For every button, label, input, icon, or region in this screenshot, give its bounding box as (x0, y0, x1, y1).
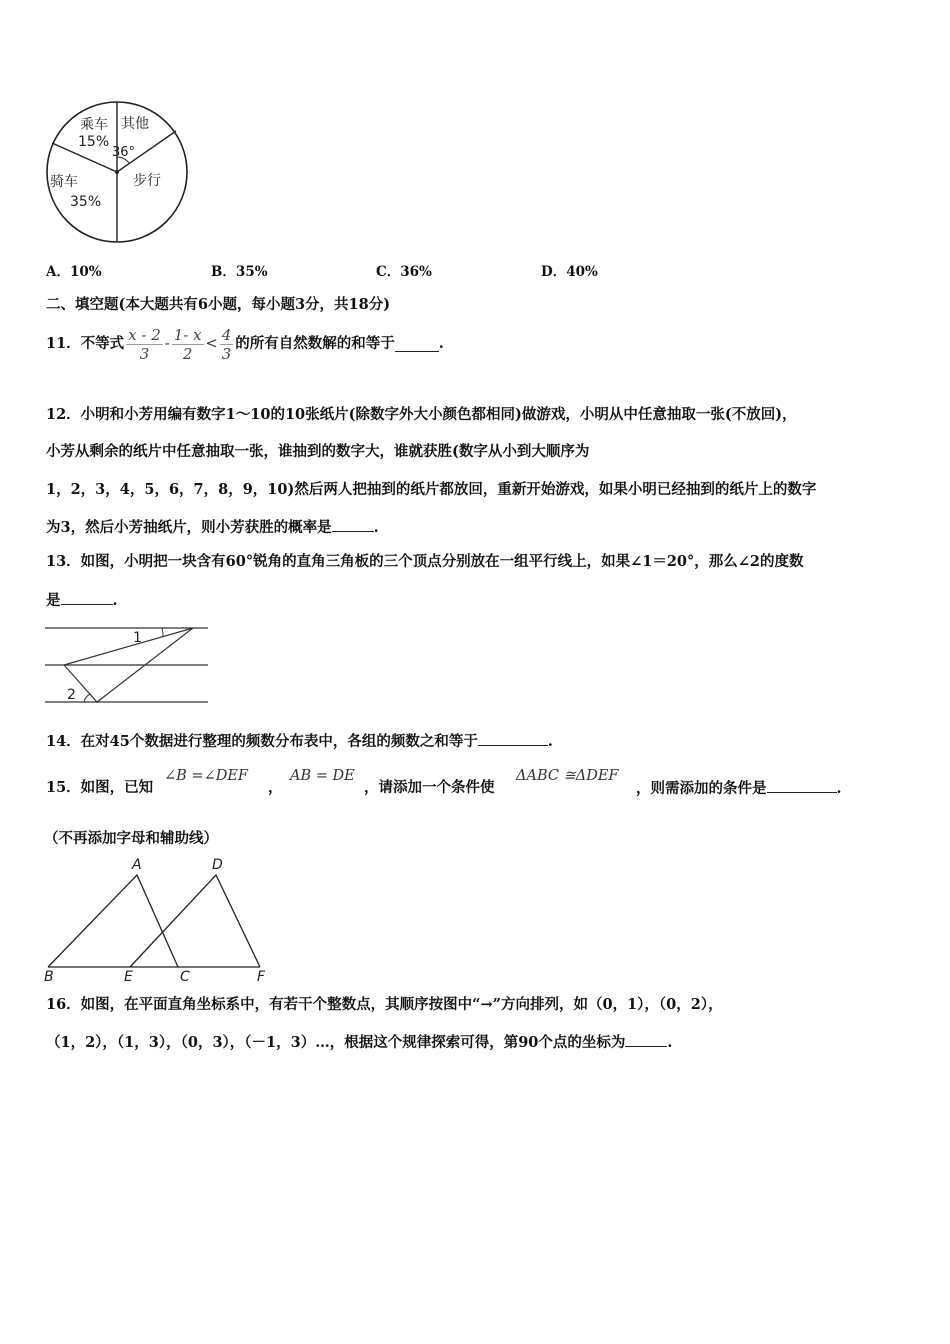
q11-prefix: 11．不等式 (46, 335, 125, 352)
label-d: D (212, 857, 223, 873)
q15-math-congruent: ΔABC ≅ΔDEF (516, 768, 619, 784)
label-f: F (257, 969, 266, 985)
q11-fraction-2-num: 1- x (173, 325, 202, 344)
q15-note: （不再添加字母和辅助线） (44, 830, 218, 847)
angle-1-arc (162, 628, 163, 636)
q14-answer-blank[interactable] (478, 731, 548, 746)
q12-line-3: 1，2，3，4，5，6，7，8，9，10)然后两人把抽到的纸片都放回，重新开始游戏，如果小明已经抽到的纸片上的数字 (46, 481, 817, 498)
q15-end: . (836, 780, 842, 797)
option-c-letter: C． (376, 264, 401, 280)
triangle-def (130, 875, 260, 967)
pie-chart (40, 95, 195, 250)
section-heading: 二、填空题(本大题共有6小题，每小题3分，共18分) (46, 296, 391, 313)
angle-1-label: 1 (133, 630, 142, 646)
pie-angle-qita: 36° (112, 145, 136, 160)
q11-fraction-1 (126, 326, 163, 363)
q12-line-4-text: 为3，然后小芳抽纸片，则小芳获胜的概率是 (46, 519, 332, 536)
option-a-value: 10% (69, 264, 102, 280)
q11-fraction-3-den: 3 (221, 344, 232, 363)
option-a-letter: A． (46, 264, 70, 280)
q15-math-angle: ∠B =∠DEF (164, 768, 248, 784)
label-c: C (180, 969, 190, 985)
question-14 (46, 731, 553, 752)
option-b[interactable] (211, 260, 268, 280)
q16-line-1: 16．如图，在平面直角坐标系中，有若干个整数点，其顺序按图中“→”方向排列，如（0，1），（0，2）， (46, 996, 723, 1013)
q11-fraction-2-den: 2 (182, 344, 193, 363)
option-c-value: 36% (400, 264, 432, 280)
option-d-letter: D． (541, 264, 567, 280)
q15-mid-text: ，请添加一个条件使 (364, 779, 495, 796)
q13-line-1: 13．如图，小明把一块含有60°锐角的直角三角板的三个顶点分别放在一组平行线上，如果∠1＝20°，那么∠2的度数 (46, 553, 804, 570)
q11-suffix: 的所有自然数解的和等于 (235, 335, 395, 352)
q15-figure (40, 855, 280, 985)
q12-line-2: 小芳从剩余的纸片中任意抽取一张，谁抽到的数字大，谁就获胜(数字从小到大顺序为 (46, 443, 590, 460)
q15-suffix-group (636, 778, 842, 799)
question-11 (46, 322, 444, 366)
option-d[interactable] (541, 260, 598, 280)
q15-suffix: ，则需添加的条件是 (636, 780, 767, 797)
q16-line-2-text: （1，2），（1，3），（0，3），（－1，3）…，根据这个规律探索可得，第90个点的坐标为 (46, 1034, 626, 1051)
q16-answer-blank[interactable] (625, 1032, 667, 1047)
triangle-abc (48, 875, 178, 967)
q11-answer-blank[interactable] (395, 337, 439, 352)
q11-minus: - (164, 336, 170, 352)
q15-math-side: AB = DE (290, 768, 355, 784)
q12-answer-blank[interactable] (332, 517, 374, 532)
q14-end: . (547, 733, 553, 750)
label-a: A (132, 857, 142, 873)
label-b: B (44, 969, 54, 985)
q13-line-2 (46, 590, 118, 611)
q11-fraction-1-num: x - 2 (128, 325, 161, 344)
angle-2-label: 2 (67, 687, 76, 703)
q16-line-2 (46, 1032, 672, 1053)
angle-2-arc (84, 694, 90, 702)
q13-line-2-text: 是 (46, 592, 61, 609)
option-b-letter: B． (211, 264, 236, 280)
pie-label-qita: 其他 (121, 116, 149, 132)
q11-less-than: < (205, 336, 218, 352)
q15-answer-blank[interactable] (767, 778, 837, 793)
pie-pct-qi: 35% (70, 194, 102, 210)
q15-comma: ， (268, 779, 283, 796)
q12-line-4 (46, 517, 379, 538)
q11-fraction-3 (220, 326, 234, 363)
q11-end: . (438, 335, 444, 352)
pie-label-bu: 步行 (133, 173, 161, 189)
pie-label-cheng: 乘车 (80, 117, 108, 133)
q14-text: 14．在对45个数据进行整理的频数分布表中，各组的频数之和等于 (46, 733, 478, 750)
pie-label-qi: 骑车 (50, 174, 78, 190)
option-c[interactable] (376, 260, 432, 280)
q11-fraction-1-den: 3 (139, 344, 150, 363)
q12-line-1: 12．小明和小芳用编有数字1～10的10张纸片(除数字外大小颜色都相同)做游戏，小明从中任意抽取一张(不放回)， (46, 406, 797, 423)
pie-pct-cheng: 15% (78, 134, 110, 150)
q16-line-2-end: . (667, 1034, 673, 1051)
option-a[interactable] (46, 260, 102, 280)
q11-fraction-3-num: 4 (221, 325, 232, 344)
label-e: E (124, 969, 133, 985)
q15-prefix: 15．如图，已知 (46, 779, 154, 796)
q13-figure (40, 620, 215, 712)
q13-answer-blank[interactable] (61, 590, 113, 605)
option-d-value: 40% (566, 264, 598, 280)
option-b-value: 35% (235, 264, 268, 280)
q12-line-4-end: . (373, 519, 379, 536)
q11-fraction-2 (172, 326, 204, 363)
q13-line-2-end: . (112, 592, 118, 609)
pie-center-dot (115, 170, 119, 174)
